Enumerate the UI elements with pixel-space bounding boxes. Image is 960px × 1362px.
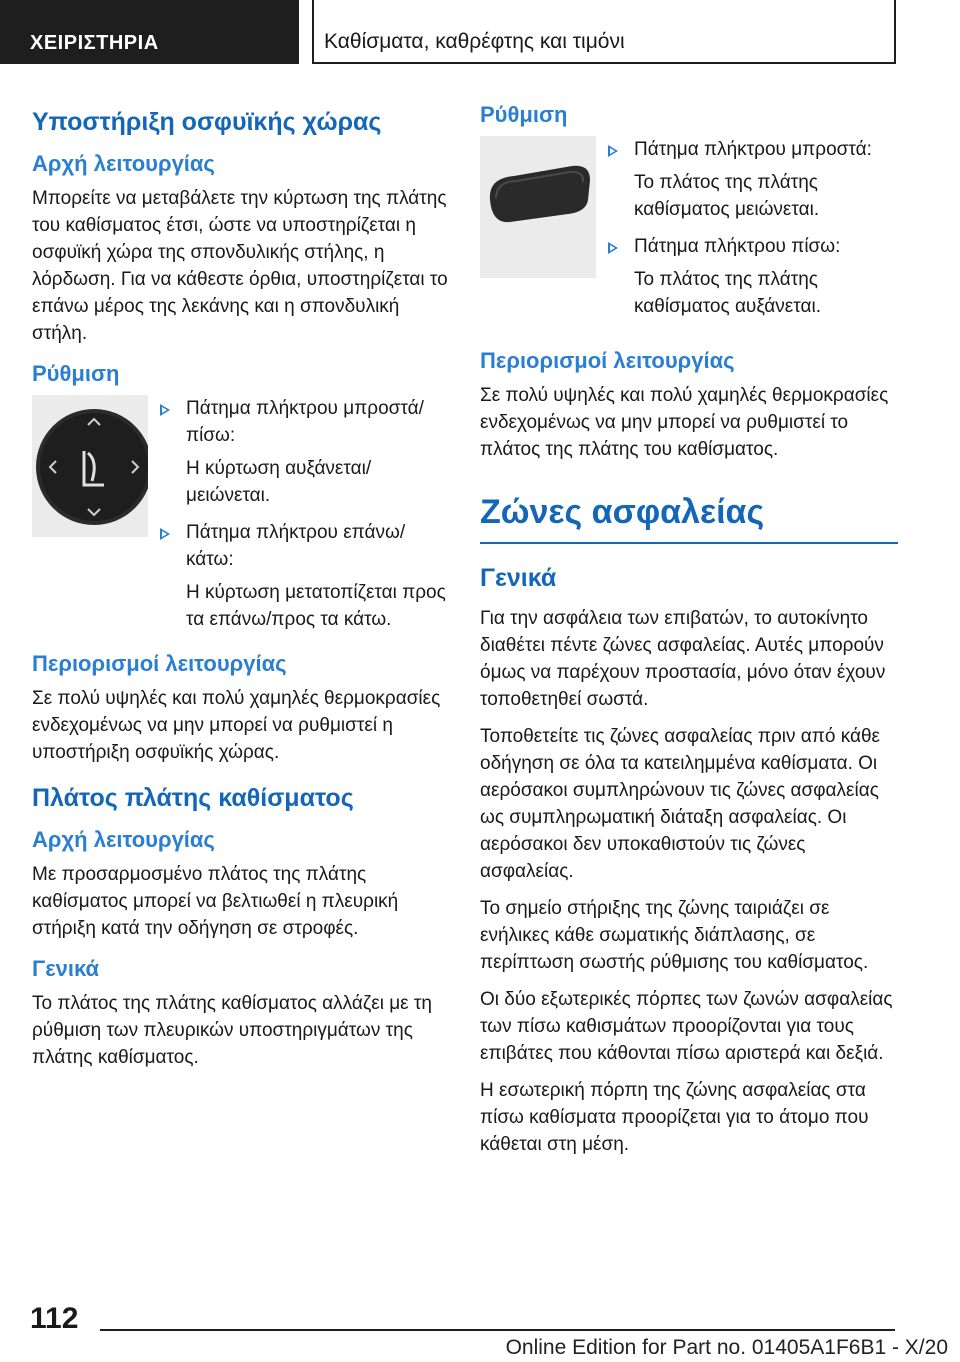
- header-section-label: ΧΕΙΡΙΣΤΗΡΙΑ: [0, 0, 299, 64]
- edition-note: Online Edition for Part no. 01405A1F6B1 - X/20: [505, 1336, 948, 1359]
- lumbar-title: Υποστήριξη οσφυϊκής χώρας: [32, 108, 382, 136]
- page-footer: [0, 1290, 960, 1362]
- list-item: [608, 136, 898, 163]
- lumbar-setting-title: Ρύθμιση: [32, 361, 120, 386]
- page-header: [0, 0, 960, 64]
- triangle-right-icon: [160, 528, 170, 540]
- triangle-right-icon: [608, 242, 618, 254]
- lumbar-limits-title: Περιορισμοί λειτουργίας: [32, 651, 287, 676]
- step-result: Η κύρτωση αυξάνεται/μειώνεται.: [186, 458, 372, 506]
- belts-paragraph: Η εσωτερική πόρπη της ζώνης ασφαλείας στα πίσω καθίσματα προορίζεται για το άτομο που κάθεται στη μέση.: [480, 1080, 869, 1155]
- belts-general-title: Γενικά: [480, 564, 557, 592]
- width-limits-text: Σε πολύ υψηλές και πολύ χαμηλές θερμοκρασίες ενδεχομένως να μην μπορεί να ρυθμιστεί το πλάτος της πλάτης του καθίσματος.: [480, 385, 889, 460]
- triangle-right-icon: [608, 145, 618, 157]
- width-principle-title: Αρχή λειτουργίας: [32, 827, 215, 852]
- triangle-right-icon: [160, 404, 170, 416]
- width-limits-title: Περιορισμοί λειτουργίας: [480, 348, 735, 373]
- step-result: Η κύρτωση μετατοπίζεται προς τα επάνω/προς τα κάτω.: [186, 582, 446, 630]
- lumbar-limits-text: Σε πολύ υψηλές και πολύ χαμηλές θερμοκρασίες ενδεχομένως να μην μπορεί να ρυθμιστεί η υποστήριξη οσφυϊκής χώρας.: [32, 688, 441, 763]
- lumbar-setting: [32, 395, 450, 633]
- width-switch-icon: [480, 136, 596, 278]
- lumbar-principle-title: Αρχή λειτουργίας: [32, 151, 215, 176]
- right-column: [480, 100, 898, 1168]
- belts-paragraph: Το σημείο στήριξης της ζώνης ταιριάζει σε ενήλικες κάθε σωματικής διάπλασης, σε περίπτωση σωστής ρύθμισης του καθίσματος.: [480, 898, 869, 973]
- width-steps: [608, 136, 898, 320]
- width-principle-text: Με προσαρμοσμένο πλάτος της πλάτης καθίσματος μπορεί να βελτιωθεί η πλευρική στήριξη κατά την οδήγηση σε στροφές.: [32, 864, 399, 939]
- footer-divider: [100, 1329, 895, 1331]
- width-setting-title: Ρύθμιση: [480, 102, 568, 127]
- belts-title: Ζώνες ασφαλείας: [480, 493, 898, 544]
- left-column: [32, 100, 450, 1081]
- lumbar-joystick-icon: [32, 395, 148, 537]
- list-item: [608, 233, 898, 260]
- width-general-title: Γενικά: [32, 956, 100, 981]
- step-result: Το πλάτος της πλάτης καθίσματος αυξάνεται.: [634, 269, 821, 317]
- step-action: Πάτημα πλήκτρου πίσω:: [634, 236, 841, 257]
- step-action: Πάτημα πλήκτρου μπροστά:: [634, 139, 872, 160]
- list-item: [160, 519, 450, 573]
- step-action: Πάτημα πλήκτρου μπροστά/πίσω:: [186, 398, 424, 446]
- belts-paragraph: Οι δύο εξωτερικές πόρπες των ζωνών ασφαλείας των πίσω καθισμάτων προορίζονται για τους επιβάτες που κάθονται πίσω αριστερά και δεξιά.: [480, 989, 893, 1064]
- lumbar-principle-text: Μπορείτε να μεταβάλετε την κύρτωση της πλάτης του καθίσματος έτσι, ώστε να υποστηρίζεται η οσφυϊκή χώρα της σπονδυλικής στήλης, η λόρδωση. Για να κάθεστε όρθια, υποστηρίζεται το επάνω μέρος της λεκάνης και η σπονδυλική στήλη.: [32, 188, 448, 344]
- belts-paragraph: Για την ασφάλεια των επιβατών, το αυτοκίνητο διαθέτει πέντε ζώνες ασφαλείας. Αυτές μπορούν όμως να παρέχουν προστασία, μόνο όταν έχουν τοποθετηθεί σωστά.: [480, 608, 886, 710]
- belts-paragraph: Τοποθετείτε τις ζώνες ασφαλείας πριν από κάθε οδήγηση σε όλα τα κατειλημμένα καθίσματα. Οι αερόσακοι συμπληρώνουν τις ζώνες ασφαλείας ως συμπληρωματική διάταξη ασφαλείας. Οι αερόσακοι δεν υποκαθιστούν τις ζώνες ασφαλείας.: [480, 726, 880, 882]
- list-item: [160, 395, 450, 449]
- width-general-text: Το πλάτος της πλάτης καθίσματος αλλάζει με τη ρύθμιση των πλευρικών υποστηριγμάτων της πλάτης καθίσματος.: [32, 993, 432, 1068]
- header-chapter-title: Καθίσματα, καθρέφτης και τιμόνι: [312, 0, 896, 64]
- step-result: Το πλάτος της πλάτης καθίσματος μειώνεται.: [634, 172, 820, 220]
- step-action: Πάτημα πλήκτρου επάνω/κάτω:: [186, 522, 406, 570]
- page-number: 112: [30, 1302, 79, 1335]
- lumbar-steps: [160, 395, 450, 633]
- width-title: Πλάτος πλάτης καθίσματος: [32, 784, 354, 812]
- width-setting: [480, 136, 898, 320]
